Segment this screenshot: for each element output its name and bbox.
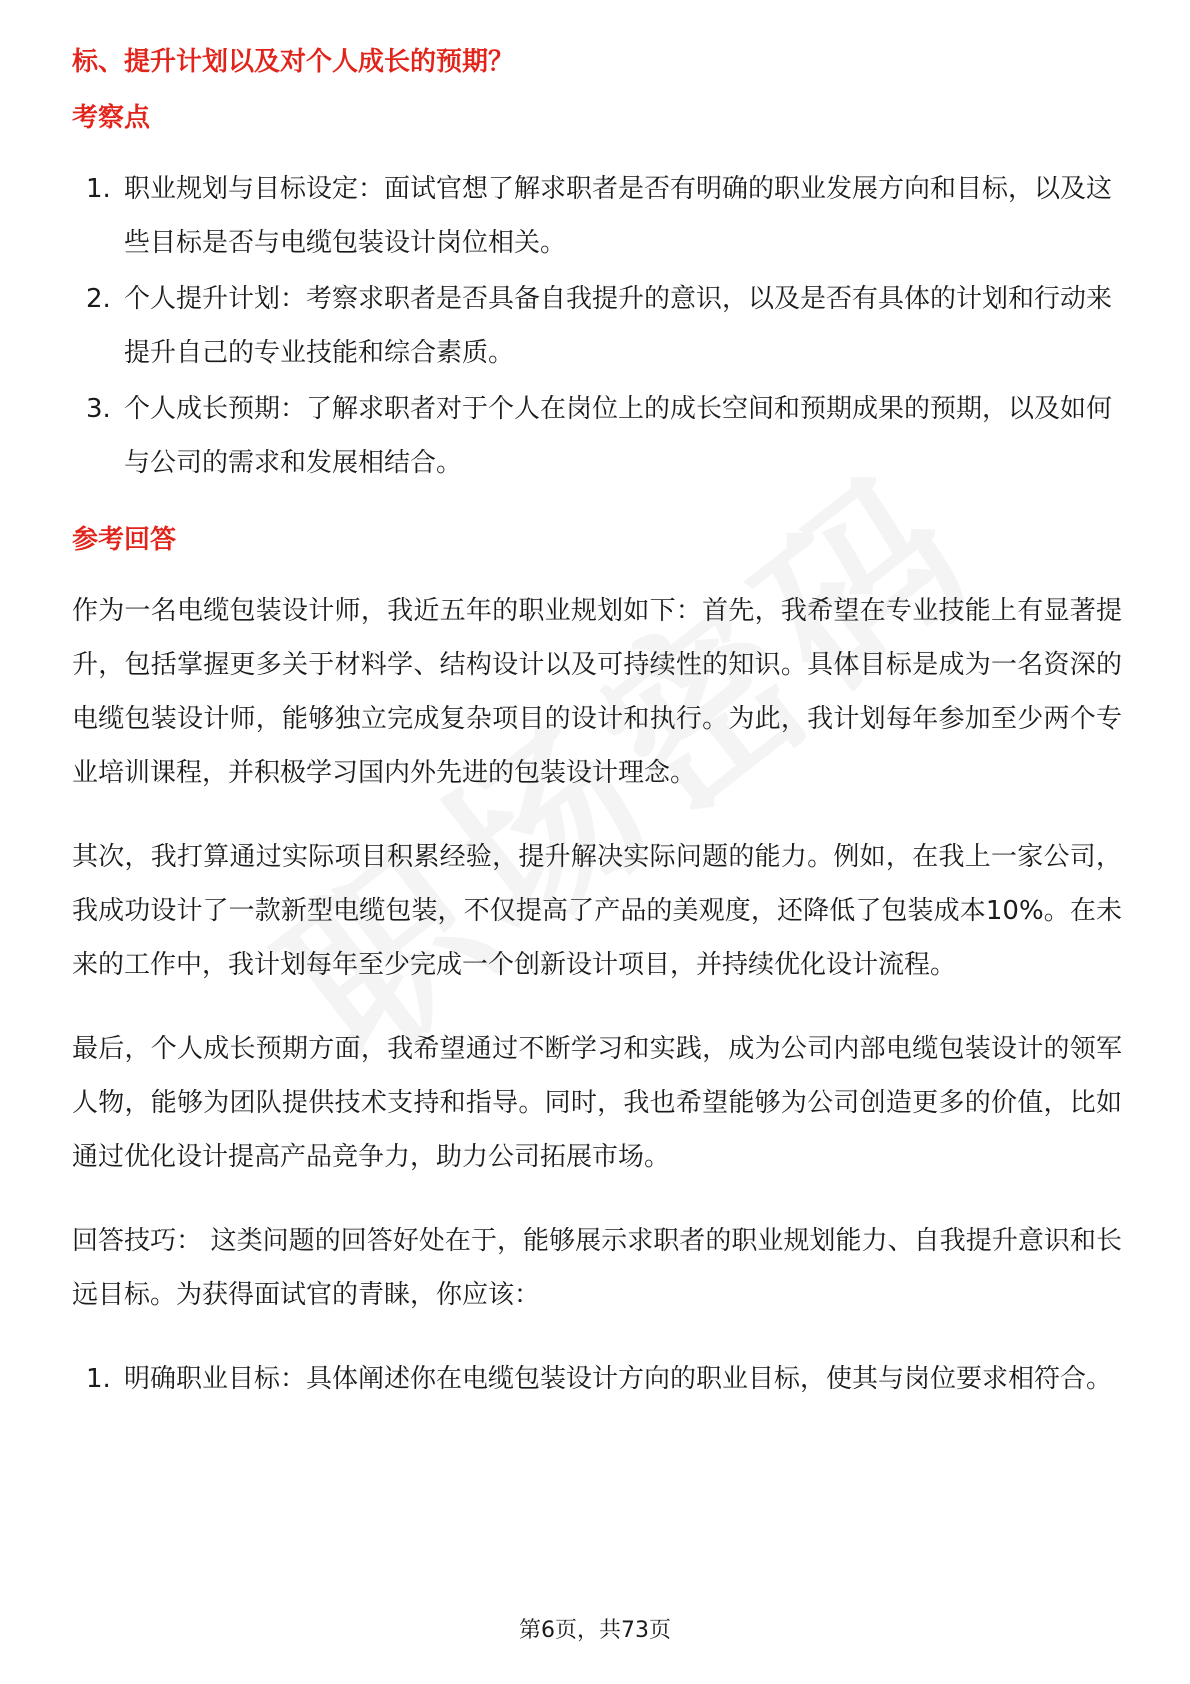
- list-item-number: 3.: [86, 394, 111, 424]
- tips-list: [72, 1352, 1122, 1406]
- focus-list: [72, 162, 1122, 490]
- list-item-text: 个人提升计划：考察求职者是否具备自我提升的意识，以及是否有具体的计划和行动来提升自己的专业技能和综合素质。: [124, 284, 1113, 368]
- tips-intro-paragraph: 回答技巧： 这类问题的回答好处在于，能够展示求职者的职业规划能力、自我提升意识和长远目标。为获得面试官的青睐，你应该：: [72, 1226, 1122, 1310]
- page-number-footer: 第6页，共73页: [519, 1618, 671, 1643]
- list-item: [72, 1352, 1122, 1406]
- answer-paragraph: 其次，我打算通过实际项目积累经验，提升解决实际问题的能力。例如，在我上一家公司，我成功设计了一款新型电缆包装，不仅提高了产品的美观度，还降低了包装成本10%。在未来的工作中，我计划每年至少完成一个创新设计项目，并持续优化设计流程。: [72, 842, 1122, 980]
- answer-paragraph: 最后，个人成长预期方面，我希望通过不断学习和实践，成为公司内部电缆包装设计的领军人物，能够为团队提供技术支持和指导。同时，我也希望能够为公司创造更多的价值，比如通过优化设计提高产品竞争力，助力公司拓展市场。: [72, 1034, 1122, 1172]
- list-item-number: 2.: [86, 284, 111, 314]
- continued-question-title: 标、提升计划以及对个人成长的预期？: [72, 47, 515, 77]
- list-item: [72, 162, 1122, 270]
- list-item: [72, 382, 1122, 490]
- list-item-number: 1.: [86, 1364, 111, 1394]
- list-item-text: 个人成长预期：了解求职者对于个人在岗位上的成长空间和预期成果的预期，以及如何与公司的需求和发展相结合。: [124, 394, 1113, 478]
- answer-paragraph: 作为一名电缆包装设计师，我近五年的职业规划如下：首先，我希望在专业技能上有显著提升，包括掌握更多关于材料学、结构设计以及可持续性的知识。具体目标是成为一名资深的电缆包装设计师，能够独立完成复杂项目的设计和执行。为此，我计划每年参加至少两个专业培训课程，并积极学习国内外先进的包装设计理念。: [72, 596, 1122, 788]
- list-item-number: 1.: [86, 174, 111, 204]
- list-item-text: 职业规划与目标设定：面试官想了解求职者是否有明确的职业发展方向和目标，以及这些目标是否与电缆包装设计岗位相关。: [124, 174, 1113, 258]
- list-item-text: 明确职业目标：具体阐述你在电缆包装设计方向的职业目标，使其与岗位要求相符合。: [124, 1364, 1113, 1394]
- section-title-focus: 考察点: [72, 103, 151, 133]
- list-item: [72, 272, 1122, 380]
- section-title-answer: 参考回答: [72, 525, 177, 555]
- document-page: [72, 40, 1122, 1434]
